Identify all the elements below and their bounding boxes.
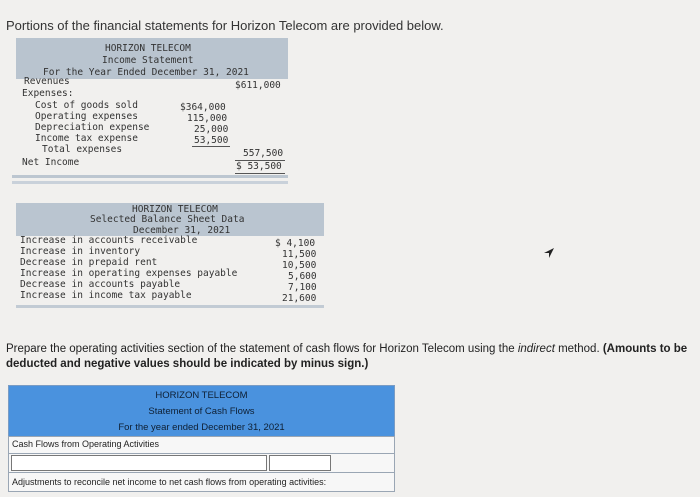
instructions — [6, 342, 700, 372]
is-expense-value: $364,000 — [180, 102, 226, 113]
intro-text: Portions of the financial statements for Horizon Telecom are provided below. — [6, 18, 444, 33]
is-divider — [12, 175, 288, 178]
is-revenues-value: $611,000 — [235, 80, 281, 91]
cf-net-income-row — [8, 453, 395, 473]
is-revenues-label: Revenues — [24, 76, 70, 87]
bs-item-label: Decrease in prepaid rent — [20, 257, 158, 268]
cf-section-label: Cash Flows from Operating Activities — [12, 439, 160, 449]
bs-item-value: 5,600 — [288, 271, 317, 282]
is-divider — [12, 181, 288, 184]
is-expense-value: 115,000 — [187, 113, 228, 124]
bs-date: December 31, 2021 — [133, 225, 231, 236]
instructions-text: Prepare the operating activities section of the statement of cash flows for Horizon Telecom using the — [6, 343, 518, 355]
cf-description-input[interactable] — [11, 455, 267, 471]
instructions-text-end: method. — [554, 343, 603, 355]
bs-item-label: Decrease in accounts payable — [20, 279, 181, 290]
bs-divider — [16, 305, 324, 308]
is-company: HORIZON TELECOM — [105, 43, 191, 54]
is-period: For the Year Ended December 31, 2021 — [43, 67, 249, 78]
bs-item-label: Increase in income tax payable — [20, 290, 192, 301]
bs-item-value: $ 4,100 — [275, 238, 316, 249]
instructions-italic: indirect — [517, 343, 555, 355]
is-total-value: 557,500 — [243, 148, 284, 159]
bs-company: HORIZON TELECOM — [132, 204, 218, 215]
cf-adjustments-label: Adjustments to reconcile net income to net cash flows from operating activities: — [12, 477, 327, 487]
bs-item-label: Increase in operating expenses payable — [20, 268, 238, 279]
is-expenses-label: Expenses: — [22, 88, 74, 99]
cf-title: Statement of Cash Flows — [148, 406, 255, 417]
cash-flow-title-block — [8, 385, 395, 437]
cf-adjustments-row — [8, 472, 395, 492]
bs-item-label: Increase in accounts receivable — [20, 235, 198, 246]
cf-period: For the year ended December 31, 2021 — [118, 422, 285, 433]
is-expense-label: Cost of goods sold — [35, 100, 138, 111]
net-double-underline — [235, 173, 285, 174]
is-statement-title: Income Statement — [102, 55, 194, 66]
cf-company: HORIZON TELECOM — [155, 390, 248, 401]
bs-title: Selected Balance Sheet Data — [90, 214, 245, 225]
is-expense-label: Operating expenses — [35, 111, 138, 122]
subtotal-underline — [192, 146, 230, 147]
is-net-label: Net Income — [22, 157, 80, 168]
bs-item-label: Increase in inventory — [20, 246, 141, 257]
is-total-label: Total expenses — [42, 144, 123, 155]
is-expense-value: 25,000 — [194, 124, 229, 135]
is-net-value: $ 53,500 — [236, 161, 282, 172]
bs-item-value: 21,600 — [282, 293, 317, 304]
bs-item-value: 7,100 — [288, 282, 317, 293]
instructions-bold: (Amounts to be deducted and negative values should be indicated by minus sign.) — [6, 343, 688, 370]
bs-item-value: 11,500 — [282, 249, 317, 260]
bs-item-value: 10,500 — [282, 260, 317, 271]
mouse-pointer-icon — [543, 247, 555, 259]
is-expense-label: Depreciation expense — [35, 122, 150, 133]
is-expense-value: 53,500 — [194, 135, 229, 146]
cf-section-row — [8, 436, 395, 454]
is-expense-label: Income tax expense — [35, 133, 138, 144]
cf-amount-input[interactable] — [269, 455, 331, 471]
